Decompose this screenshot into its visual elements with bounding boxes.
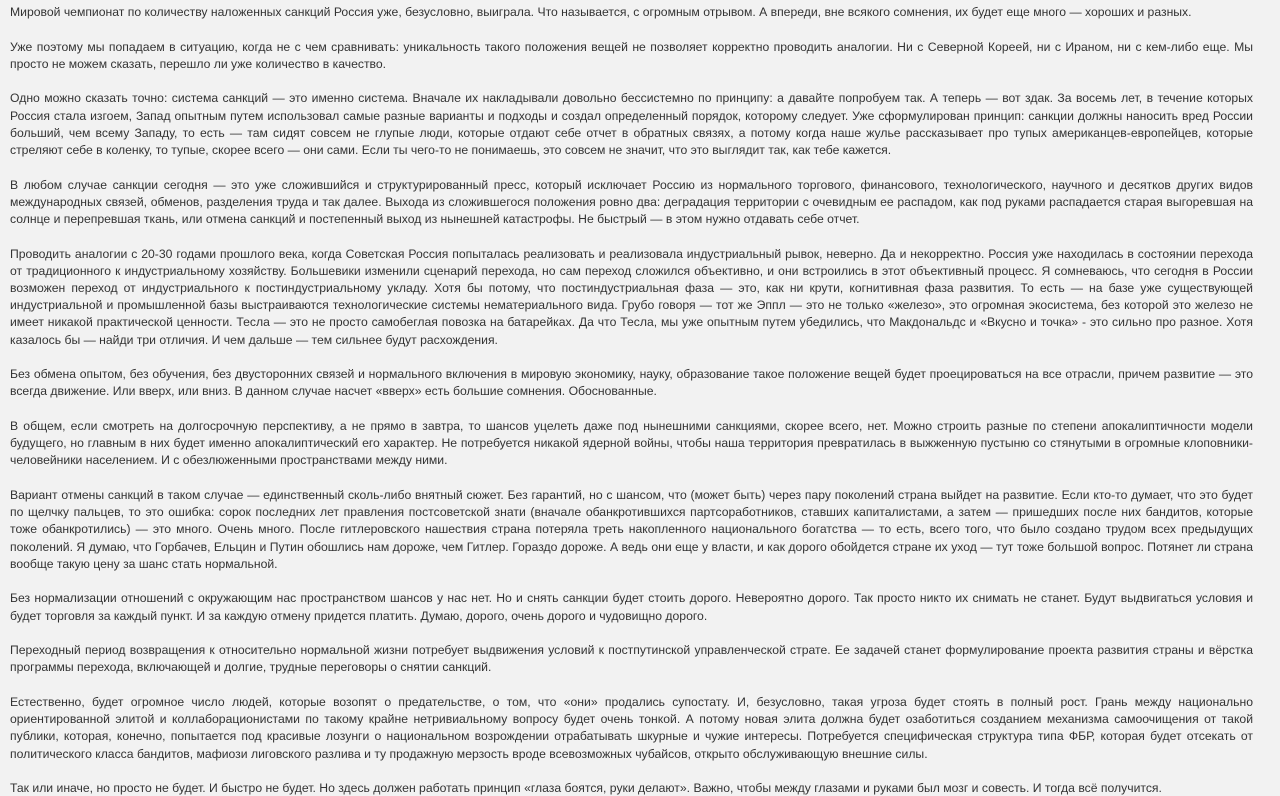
article-paragraph: Естественно, будет огромное число людей, которые возопят о предательстве, о том, что «они» продались супостату. И, безусловно, такая угроза будет стоять в полный рост. Грань между национально ориентированной элитой и коллаборационистами по такому крайне нетривиальному вопросу будет очень тонкой. А потому новая элита должна будет озаботиться созданием механизма самоочищения от такой публики, которая, конечно, попытается под красивые лозунги о национальном возрождении отрабатывать шкурные и чужие интересы. Потребуется специфическая структура типа ФБР, которая будет отсекать от политического класса бандитов, мафиози лиговского разлива и ту продажную мерзость вроде всевозможных чубайсов, открыто обслуживающую внешние силы. [10, 695, 1253, 761]
page-scroll-area[interactable] [1258, 0, 1280, 796]
article-paragraph: В любом случае санкции сегодня — это уже сложившийся и структурированный пресс, который исключает Россию из нормального торгового, финансового, технологического, научного и десятков других видов международных связей, обменов, разделения труда и так далее. Выхода из сложившегося положения ровно два: деградация территории с очевидным ее распадом, как под руками распадается старая выгоревшая на солнце и перепревшая ткань, или отмена санкций и постепенный выход из нынешней катастрофы. Не быстрый — в этом нужно отдавать себе отчет. [10, 177, 1253, 226]
article-paragraph: Мировой чемпионат по количеству наложенных санкций Россия уже, безусловно, выиграла. Что называется, с огромным отрывом. А впереди, вне всякого сомнения, их будет еще много — хороших и разных. [10, 5, 1192, 19]
article-paragraph: Так или иначе, но просто не будет. И быстро не будет. Но здесь должен работать принцип «глаза боятся, руки делают». Важно, чтобы между глазами и руками был мозг и совесть. И тогда всё получится. [10, 781, 1162, 796]
article-paragraph: Вариант отмены санкций в таком случае — единственный сколь-либо внятный сюжет. Без гарантий, но с шансом, что (может быть) через пару поколений страна выйдет на развитие. Если кто-то думает, что это будет по щелчку пальцев, то это ошибка: сорок последних лет правления постсоветской знати (вначале обанкротившихся партсоработников, ставших капиталистами, а затем — пришедших после них бандитов, которые тоже обанкротились) — это много. Очень много. После гитлеровского нашествия страна потеряла треть накопленного национального богатства — то есть, всего того, что было создано трудом всех предыдущих поколений. Я думаю, что Горбачев, Ельцин и Путин обошлись нам дороже, чем Гитлер. Гораздо дороже. А ведь они еще у власти, и как дорого обойдется стране их уход — тут тоже большой вопрос. Потянет ли страна вообще такую цену за шанс стать нормальной. [10, 488, 1253, 571]
article-paragraph: Уже поэтому мы попадаем в ситуацию, когда не с чем сравнивать: уникальность такого положения вещей не позволяет корректно проводить аналогии. Ни с Северной Кореей, ни с Ираном, ни с кем-либо еще. Мы просто не можем сказать, перешло ли уже количество в качество. [10, 39, 1253, 71]
article-body [10, 4, 1253, 796]
article-paragraph: Без обмена опытом, без обучения, без двусторонних связей и нормального включения в мировую экономику, науку, образование такое положение вещей будет проецироваться на все отрасли, причем развитие — это всегда движение. Или вверх, или вниз. В данном случае насчет «вверх» есть большие сомнения. Обоснованные. [10, 367, 1253, 399]
article-paragraph: Одно можно сказать точно: система санкций — это именно система. Вначале их накладывали довольно бессистемно по принципу: а давайте попробуем так. А теперь — вот здак. За восемь лет, в течение которых Россия стала изгоем, Запад опытным путем использовал самые разные варианты и подходы и создал определенный порядок, которому следует. Уже сформулирован принцип: санкции должны наносить вред России больший, чем всему Западу, то есть — там сидят совсем не глупые люди, которые отдают себе отчет в обратных связях, а потому когда наше жулье рассказывает про тупых американцев-европейцев, которые стреляют себе в коленку, то тупые, скорее всего — они сами. Если ты чего-то не понимаешь, это совсем не значит, что это выглядит так, как тебе кажется. [10, 91, 1253, 157]
article-paragraph: В общем, если смотреть на долгосрочную перспективу, а не прямо в завтра, то шансов уцелеть даже под нынешними санкциями, скорее всего, нет. Можно строить разные по степени апокалиптичности модели будущего, но главным в них будет именно апокалиптический его характер. Не потребуется никакой ядерной войны, чтобы наша территория превратилась в выжженную пустыню со стянутыми в огромные клоповники-человейники населением. И с обезлюженными пространствами между ними. [10, 419, 1253, 468]
article-paragraph: Без нормализации отношений с окружающим нас пространством шансов у нас нет. Но и снять санкции будет стоить дорого. Невероятно дорого. Так просто никто их снимать не станет. Будут выдвигаться условия и будет торговля за каждый пункт. И за каждую отмену придется платить. Думаю, дорого, очень дорого и чудовищно дорого. [10, 591, 1253, 623]
article-paragraph: Проводить аналогии с 20-30 годами прошлого века, когда Советская Россия попыталась реализовать и реализовала индустриальный рывок, неверно. Да и некорректно. Россия уже находилась в состоянии перехода от традиционного к индустриальному хозяйству. Большевики изменили сценарий перехода, но сам переход сложился объективно, и они встроились в этот объективный процесс. Я сомневаюсь, что сегодня в России возможен переход от индустриального к постиндустриальному укладу. Хотя бы потому, что постиндустриальная фаза — это, как ни крути, когнитивная фаза развития. То есть — на базе уже существующей индустриальной и промышленной базы выстраиваются технологические системы нематериального вида. Грубо говоря — тот же Эппл — это не только «железо», это огромная экосистема, без которой это железо не имеет никакой практической ценности. Тесла — это не просто самобеглая повозка на батарейках. Да что Тесла, мы уже опытным путем убедились, что Макдональдс и «Вкусно и точка» - это сильно про разное. Хотя казалось бы — найди три отличия. И чем дальше — тем сильнее будут расхождения. [10, 246, 1253, 347]
article-paragraph: Переходный период возвращения к относительно нормальной жизни потребует выдвижения условий к постпутинской управленческой страте. Ее задачей станет формулирование проекта развития страны и вёрстка программы перехода, включающей и долгие, трудные переговоры о снятии санкций. [10, 643, 1253, 675]
